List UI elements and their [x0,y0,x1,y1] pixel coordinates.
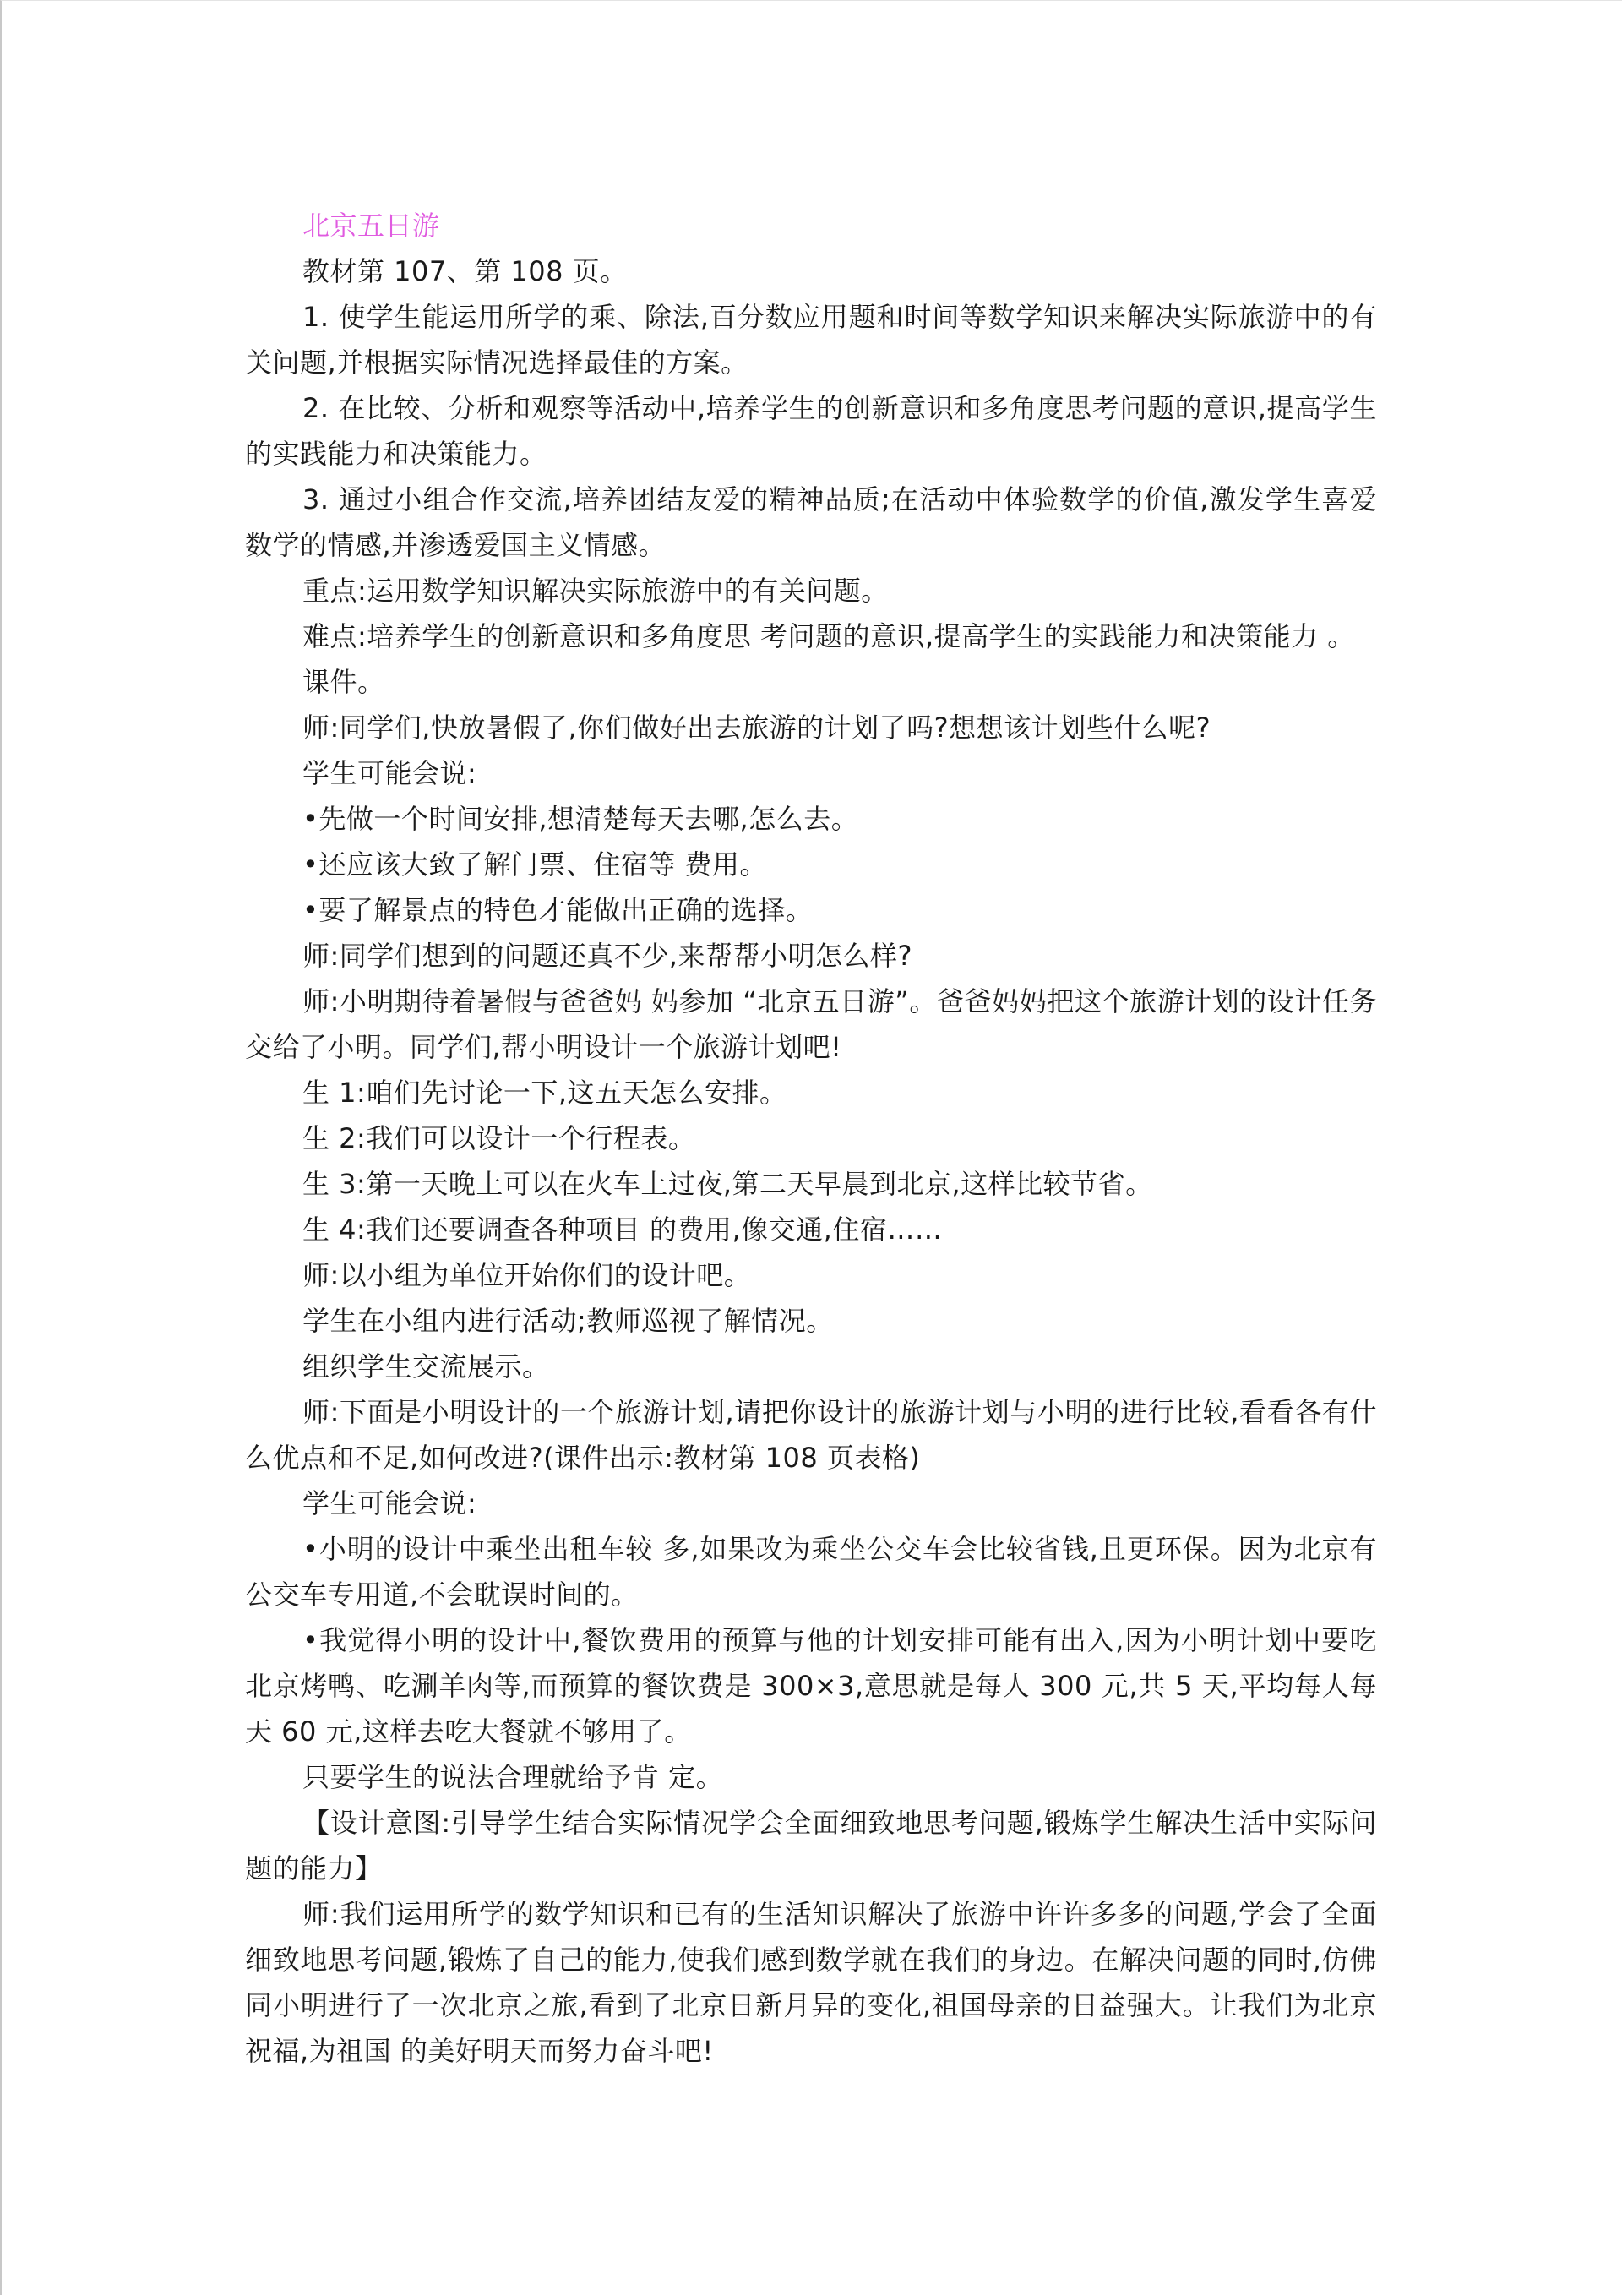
paragraph: 1. 使学生能运用所学的乘、除法,百分数应用题和时间等数学知识来解决实际旅游中的有关问题,并根据实际情况选择最佳的方案。 [245,301,1377,379]
paragraph: •还应该大致了解门票、住宿等 费用。 [302,848,768,881]
paragraph: 学生可能会说: [302,757,477,789]
document-body [245,203,1377,2074]
paragraph: 生 1:咱们先讨论一下,这五天怎么安排。 [302,1077,787,1109]
paragraph: 难点:培养学生的创新意识和多角度思 考问题的意识,提高学生的实践能力和决策能力 。 [302,620,1355,652]
paragraph: 学生在小组内进行活动;教师巡视了解情况。 [302,1305,834,1337]
paragraph: 教材第 107、第 108 页。 [302,255,628,287]
paragraph: 学生可能会说: [302,1487,477,1519]
paragraph: •小明的设计中乘坐出租车较 多,如果改为乘坐公交车会比较省钱,且更环保。因为北京有公交车专用道,不会耽误时间的。 [245,1533,1377,1611]
paragraph: 师:我们运用所学的数学知识和已有的生活知识解决了旅游中许许多多的问题,学会了全面细致地思考问题,锻炼了自己的能力,使我们感到数学就在我们的身边。在解决问题的同时,仿佛同小明进行了一次北京之旅,看到了北京日新月异的变化,祖国母亲的日益强大。让我们为北京祝福,为祖国 的美好明天而努力奋斗吧! [245,1898,1377,2067]
paragraph: 生 4:我们还要调查各种项目 的费用,像交通,住宿…… [302,1213,943,1246]
paragraph: 生 2:我们可以设计一个行程表。 [302,1122,696,1154]
paragraph: 3. 通过小组合作交流,培养团结友爱的精神品质;在活动中体验数学的价值,激发学生喜爱数学的情感,并渗透爱国主义情感。 [245,483,1377,561]
paragraph: 2. 在比较、分析和观察等活动中,培养学生的创新意识和多角度思考问题的意识,提高学生的实践能力和决策能力。 [245,392,1377,470]
paragraph: 师:下面是小明设计的一个旅游计划,请把你设计的旅游计划与小明的进行比较,看看各有什么优点和不足,如何改进?(课件出示:教材第 108 页表格) [245,1396,1377,1474]
document-title: 北京五日游 [302,210,440,242]
paragraph: 重点:运用数学知识解决实际旅游中的有关问题。 [302,575,889,607]
paragraph: 师:同学们,快放暑假了,你们做好出去旅游的计划了吗?想想该计划些什么呢? [302,712,1211,744]
paragraph: 只要学生的说法合理就给予肯 定。 [302,1761,724,1793]
paragraph: •要了解景点的特色才能做出正确的选择。 [302,894,814,926]
paragraph: 课件。 [302,666,385,698]
paragraph: 师:以小组为单位开始你们的设计吧。 [302,1259,752,1291]
paragraph: 师:同学们想到的问题还真不少,来帮帮小明怎么样? [302,940,912,972]
paragraph: 师:小明期待着暑假与爸爸妈 妈参加 “北京五日游”。爸爸妈妈把这个旅游计划的设计任务交给了小明。同学们,帮小明设计一个旅游计划吧! [245,985,1377,1063]
paragraph: 生 3:第一天晚上可以在火车上过夜,第二天早晨到北京,这样比较节省。 [302,1168,1153,1200]
paragraph: 【设计意图:引导学生结合实际情况学会全面细致地思考问题,锻炼学生解决生活中实际问题的能力】 [245,1807,1377,1884]
paragraph: •我觉得小明的设计中,餐饮费用的预算与他的计划安排可能有出入,因为小明计划中要吃北京烤鸭、吃涮羊肉等,而预算的餐饮费是 300×3,意思就是每人 300 元,共 5 天,平均每人每天 60 元,这样去吃大餐就不够用了。 [245,1624,1377,1748]
paragraph: 组织学生交流展示。 [302,1350,550,1383]
paragraph: •先做一个时间安排,想清楚每天去哪,怎么去。 [302,803,859,835]
